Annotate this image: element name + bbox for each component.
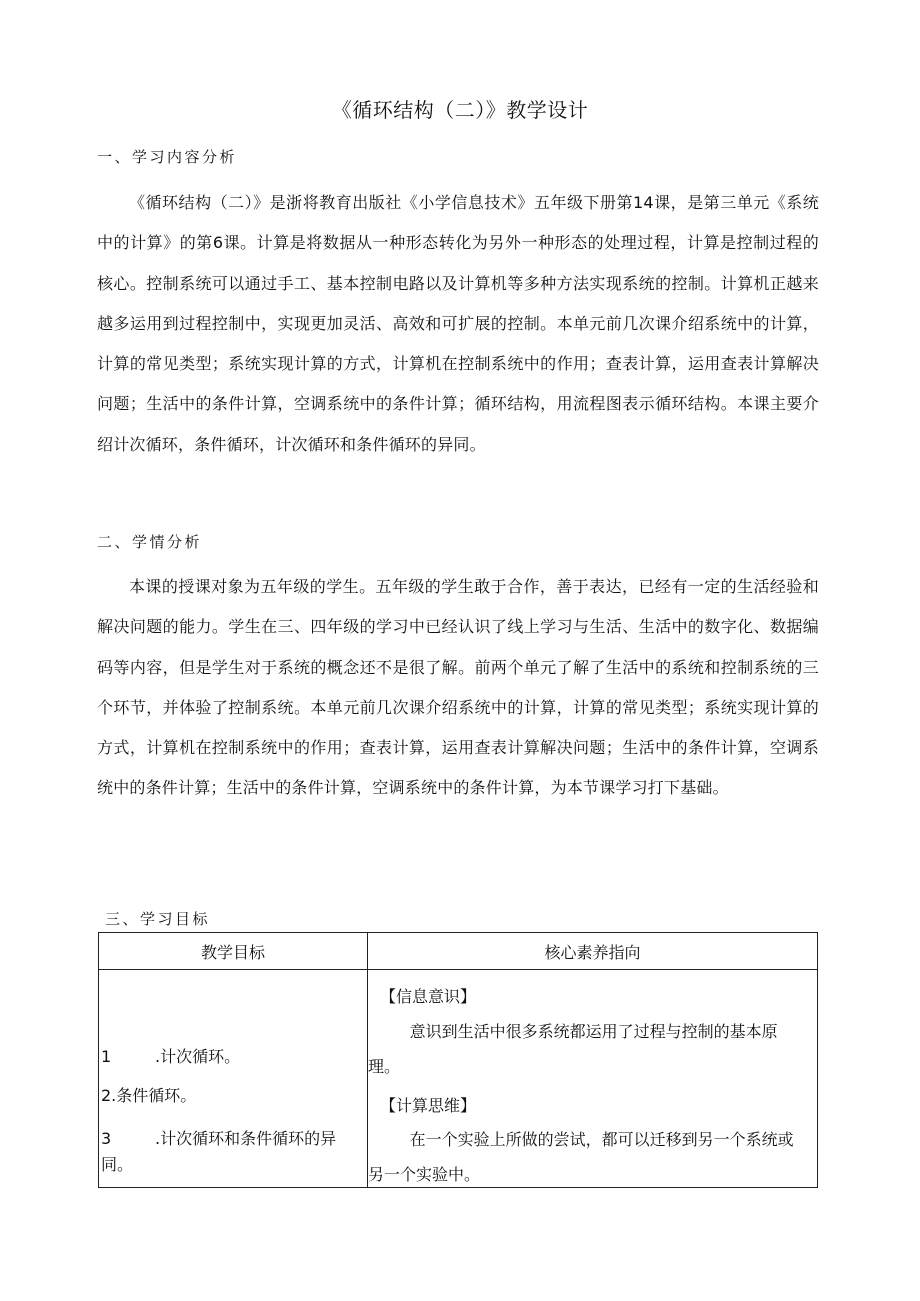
goals-cell [99, 970, 368, 1188]
goal-item-1 [101, 1044, 240, 1070]
literacy-label-computational: 【计算思维】 [380, 1096, 477, 1115]
goal-text: 2.条件循环。 [101, 1086, 197, 1105]
goal-item-2 [101, 1083, 196, 1109]
content-analysis-paragraph: 《循环结构（二）》是浙将教育出版社《小学信息技术》五年级下册第14课，是第三单元《系统中的计算》的第6课。计算是将数据从一种形态转化为另外一种形态的处理过程，计算是控制过程的核心。控制系统可以通过手工、基本控制电路以及计算机等多种方法实现系统的控制。计算机正越来越多运用到过程控制中，实现更加灵活、高效和可扩展的控制。本单元前几次课介绍系统中的计算，计算的常见类型；系统实现计算的方式，计算机在控制系统中的作用；查表计算，运用查表计算解决问题；生活中的条件计算，空调系统中的条件计算；循环结构，用流程图表示循环结构。本课主要介绍计次循环，条件循环，计次循环和条件循环的异同。 [97, 193, 819, 454]
goal-item-3 [101, 1126, 346, 1178]
literacy-text-computational: 在一个实验上所做的尝试，都可以迁移到另一个系统或另一个实验中。 [368, 1130, 794, 1184]
section-heading-content-analysis: 一、学习内容分析 [97, 148, 238, 166]
section-heading-learning-goals: 三、学习目标 [105, 910, 211, 928]
learning-goals-table [98, 932, 818, 1188]
goal-number: 3 [101, 1129, 112, 1148]
table-row [99, 970, 818, 1188]
literacy-text-information: 意识到生活中很多系统都运用了过程与控制的基本原理。 [368, 1022, 778, 1076]
goal-text: .计次循环和条件循环的异同。 [101, 1129, 337, 1174]
goal-text: .计次循环。 [155, 1047, 241, 1066]
goal-number: 1 [101, 1047, 112, 1066]
header-core-literacy: 核心素养指向 [368, 933, 818, 970]
document-title: 《循环结构（二）》教学设计 [331, 98, 589, 122]
section-heading-learner-analysis: 二、学情分析 [97, 533, 203, 551]
literacy-label-information: 【信息意识】 [380, 987, 477, 1006]
header-teaching-goals: 教学目标 [99, 933, 368, 970]
table-header-row [99, 933, 818, 970]
literacy-cell [368, 970, 818, 1188]
learner-analysis-paragraph: 本课的授课对象为五年级的学生。五年级的学生敢于合作，善于表达，已经有一定的生活经验和解决问题的能力。学生在三、四年级的学习中已经认识了线上学习与生活、生活中的数字化、数据编码等内容，但是学生对于系统的概念还不是很了解。前两个单元了解了生活中的系统和控制系统的三个环节，并体验了控制系统。本单元前几次课介绍系统中的计算，计算的常见类型；系统实现计算的方式，计算机在控制系统中的作用；查表计算，运用查表计算解决问题；生活中的条件计算，空调系统中的条件计算；生活中的条件计算，空调系统中的条件计算，为本节课学习打下基础。 [97, 577, 819, 798]
